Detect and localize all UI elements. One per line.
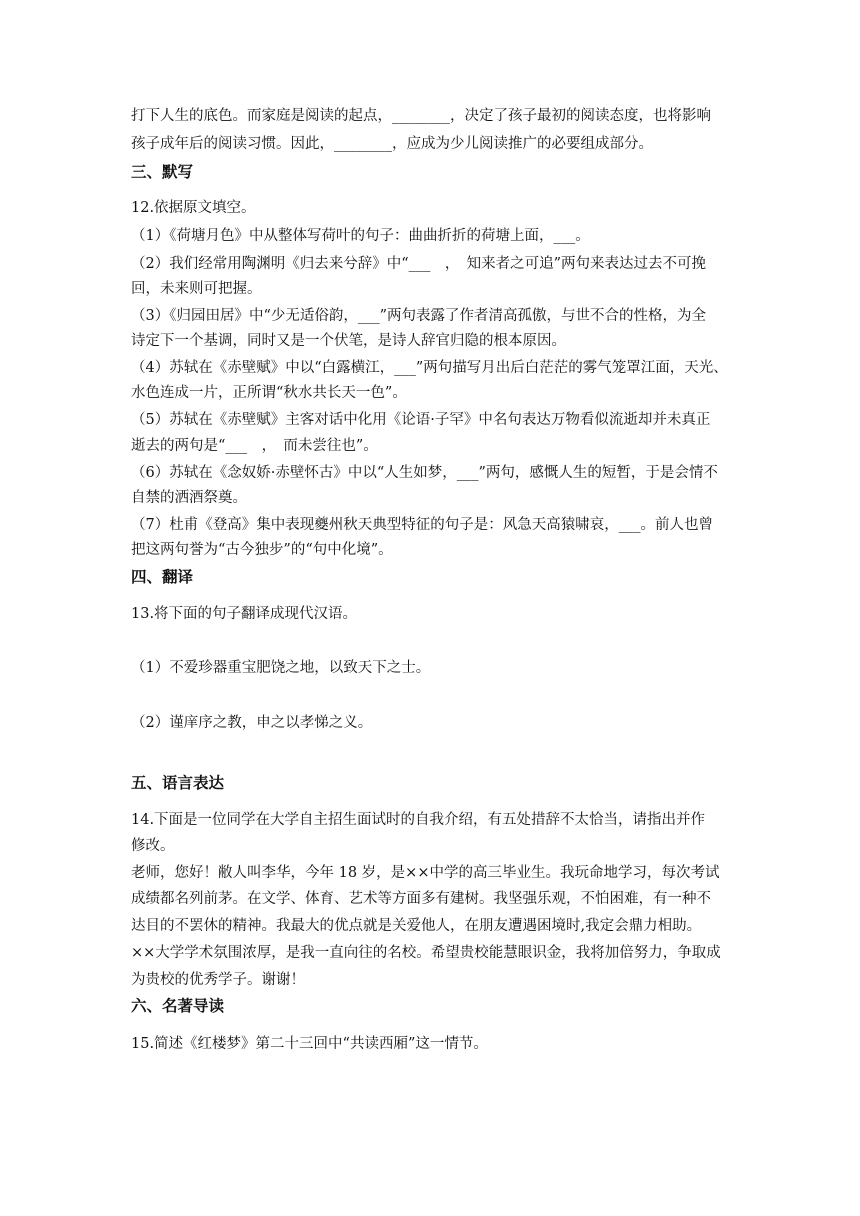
passage-line-5: 为贵校的优秀学子。谢谢！	[131, 972, 305, 988]
section-heading-5: 五、语言表达	[131, 774, 225, 792]
question-12: 12.依据原文填空。	[131, 200, 256, 216]
q12-item-5a: （5）苏轼在《赤壁赋》主客对话中化用《论语·子罕》中名句表达万物看似流逝却并未真正	[131, 412, 711, 428]
q12-item-4b: 水色连成一片，正所谓“秋水共长天一色”。	[131, 385, 407, 401]
line-1: 孩子成年后的阅读习惯。因此，________，应成为少儿阅读推广的必要组成部分。	[131, 136, 653, 152]
q12-item-4a: （4）苏轼在《赤壁赋》中以“白露横江，___”两句描写月出后白茫茫的雾气笼罩江面，天光、	[131, 360, 728, 376]
question-14a: 14.下面是一位同学在大学自主招生面试时的自我介绍，有五处措辞不太恰当，请指出并作	[131, 812, 706, 828]
q12-item-3b: 诗定下一个基调，同时又是一个伏笔，是诗人辞官归隐的根本原因。	[131, 333, 566, 349]
line-0: 打下人生的底色。而家庭是阅读的起点，________，决定了孩子最初的阅读态度，也将影响	[131, 108, 711, 124]
q13-item-1: （1）不爱珍器重宝肥饶之地，以致天下之士。	[131, 660, 431, 676]
q12-item-2b: 回，未来则可把握。	[131, 281, 262, 297]
q12-item-5b: 逝去的两句是“___ ， 而未尝往也”。	[131, 438, 378, 454]
q12-item-6a: （6）苏轼在《念奴娇·赤壁怀古》中以“人生如梦，___”两句，感慨人生的短暂，于是会情不	[131, 465, 718, 481]
section-heading-4: 四、翻译	[131, 568, 194, 586]
q12-item-6b: 自禁的洒酒祭奠。	[131, 490, 247, 506]
q12-item-3a: （3）《归园田居》中“少无适俗韵，___”两句表露了作者清高孤傲，与世不合的性格，为全	[131, 308, 707, 324]
question-15: 15.简述《红楼梦》第二十三回中“共读西厢”这一情节。	[131, 1036, 488, 1052]
section-heading-6: 六、名著导读	[131, 997, 225, 1015]
question-13: 13.将下面的句子翻译成现代汉语。	[131, 606, 358, 622]
passage-line-4: ××大学学术氛围浓厚，是我一直向往的名校。希望贵校能慧眼识金，我将加倍努力，争取成	[131, 945, 721, 961]
q12-item-7a: （7）杜甫《登高》集中表现夔州秋天典型特征的句子是：风急天高猿啸哀，___。前人也曾	[131, 517, 713, 533]
passage-line-3: 达目的不罢休的精神。我最大的优点就是关爱他人，在朋友遭遇困境时,我定会鼎力相助。	[131, 918, 702, 934]
section-heading-3: 三、默写	[131, 163, 194, 181]
q12-item-1: （1）《荷塘月色》中从整体写荷叶的句子：曲曲折折的荷塘上面，___。	[131, 228, 590, 244]
q13-item-2: （2）谨庠序之教，申之以孝悌之义。	[131, 715, 373, 731]
passage-line-1: 老师，您好！敝人叫李华，今年 18 岁，是××中学的高三毕业生。我玩命地学习，每次考试	[131, 865, 720, 881]
q12-item-2a: （2）我们经常用陶渊明《归去来兮辞》中“___ ， 知来者之可追”两句来表达过去不可挽	[131, 256, 707, 272]
q12-item-7b: 把这两句誉为“古今独步”的“句中化境”。	[131, 542, 393, 558]
question-14b: 修改。	[131, 838, 175, 854]
passage-line-2: 成绩都名列前茅。在文学、体育、艺术等方面多有建树。我坚强乐观，不怕困难，有一种不	[131, 891, 711, 907]
